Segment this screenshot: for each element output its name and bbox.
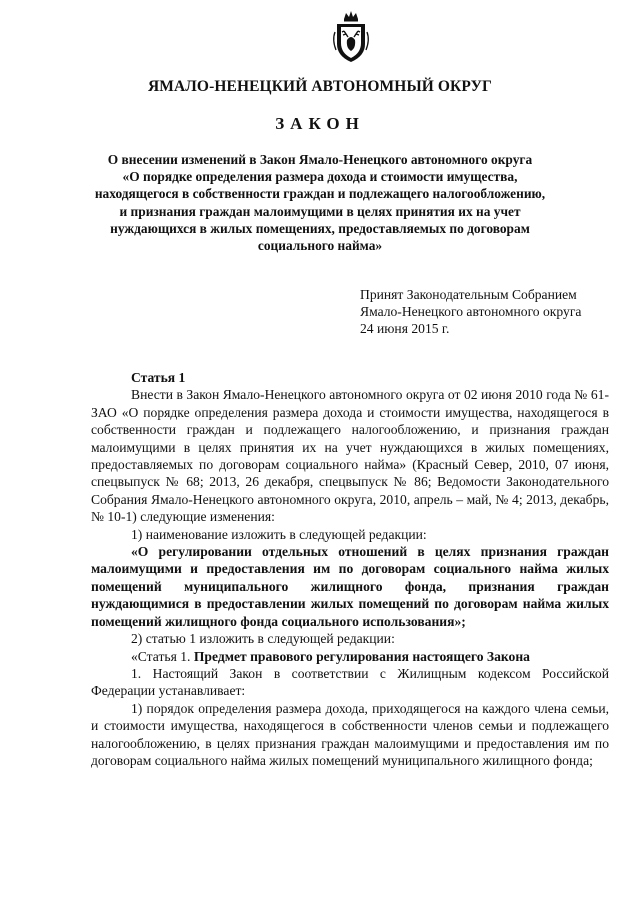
new-article-title: Предмет правового регулирования настоящего Закона [193,648,530,664]
title-line: находящегося в собственности граждан и подлежащего налогообложению, [94,186,546,202]
article-intro: Внести в Закон Ямало-Ненецкого автономного округа от 02 июня 2010 года № 61-ЗАО «О порядке определения размера дохода и стоимости имущества, находящегося в собственности граждан и подлежащего налогообложению, и признания граждан малоимущими в целях принятия их на учет нуждающихся в жилых помещениях, предоставляемых по договорам социального найма» (Красный Север, 2010, 07 июня, спецвыпуск № 68; 2013, 26 декабря, спецвыпуск № 86; Ведомости Законодательного Собрания Ямало-Ненецкого автономного округа, 2010, апрель – май, № 4; 2013, декабрь, № 10-1) следующие изменения: [91,387,609,525]
law-body [91,369,609,769]
okrug-name: ЯМАЛО-НЕНЕЦКИЙ АВТОНОМНЫЙ ОКРУГ [147,78,493,95]
coat-of-arms-icon [331,10,371,64]
article-subitem-1: 1) порядок определения размера дохода, приходящегося на каждого члена семьи, и стоимости имущества, находящегося в собственности членов семьи и подлежащего налогообложению, в целях признания граждан малоимущими и предоставления им по договорам социального найма жилых помещений муниципального жилищного фонда; [91,700,609,768]
new-article-heading [91,648,609,665]
document-type: ЗАКОН [275,114,365,133]
amendment-item-1: 1) наименование изложить в следующей редакции: [131,526,427,542]
law-title [60,151,580,254]
acceptance-line: Ямало-Ненецкого автономного округа [360,303,582,319]
title-line: социального найма» [257,238,383,254]
title-line: «О порядке определения размера дохода и стоимости имущества, [122,169,518,185]
article-heading: Статья 1 [131,370,186,385]
amendment-item-2: 2) статью 1 изложить в следующей редакции: [131,631,395,647]
new-law-name: «О регулировании отдельных отношений в целях признания граждан малоимущими и предоставления им по договорам социального найма жилых помещений муниципального жилищного фонда, признания граждан нуждающимися в предоставлении жилых помещений по договорам найма жилых помещений жилищного фонда социального использования»; [91,544,609,629]
title-line: нуждающихся в жилых помещениях, предоставляемых по договорам [110,220,530,236]
acceptance-line: Принят Законодательным Собранием [360,287,577,302]
title-line: О внесении изменений в Закон Ямало-Ненецкого автономного округа [107,152,533,167]
acceptance-block [360,287,581,337]
title-line: и признания граждан малоимущими в целях принятия их на учет [119,203,521,219]
article-part-1: 1. Настоящий Закон в соответствии с Жилищным кодексом Российской Федерации устанавливает: [91,665,609,699]
new-article-prefix: «Статья 1. [131,648,194,664]
acceptance-date: 24 июня 2015 г. [360,320,450,336]
